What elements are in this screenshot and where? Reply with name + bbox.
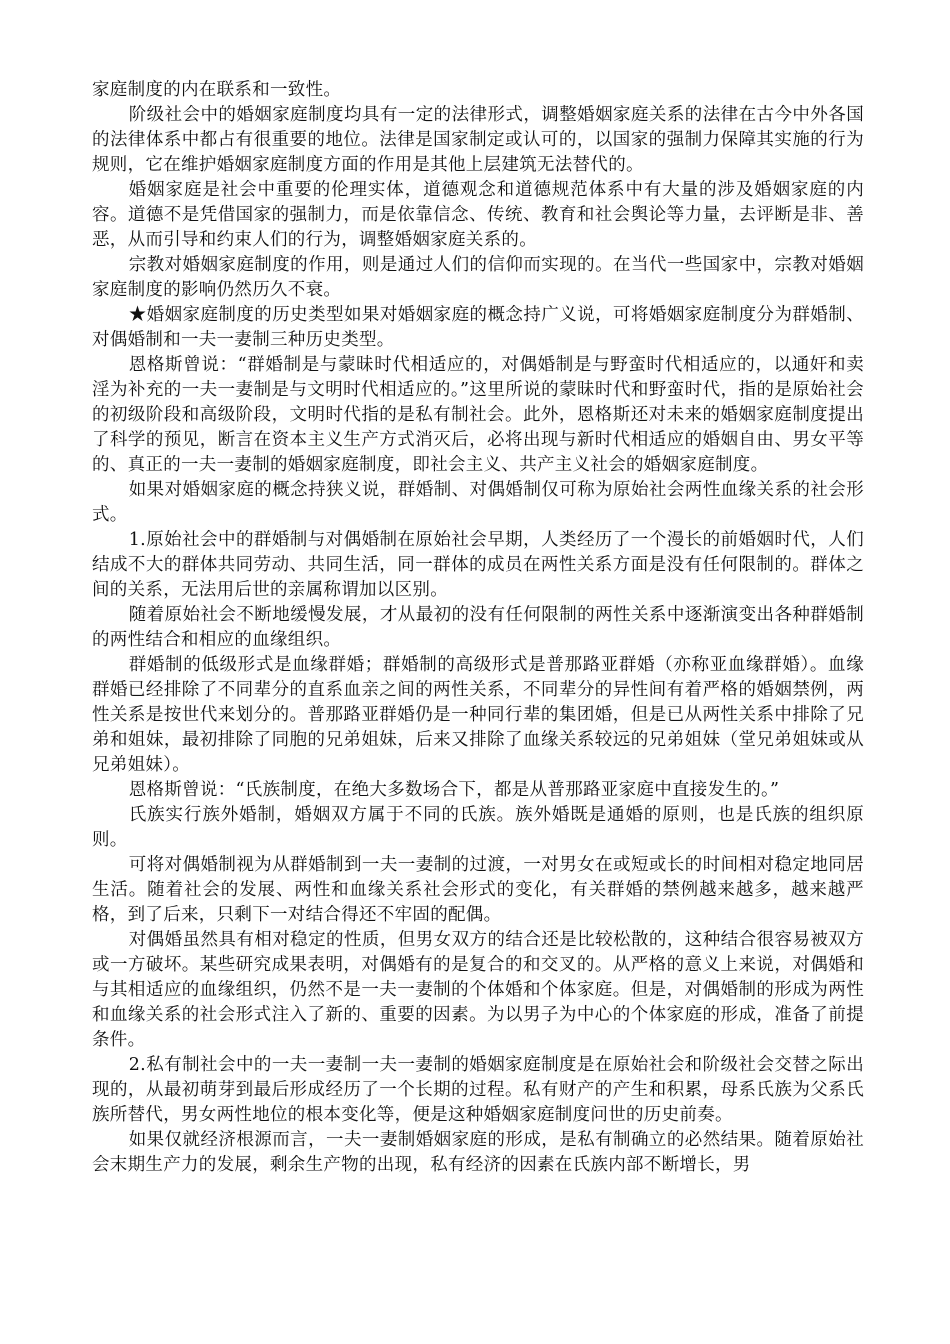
paragraph-law: 阶级社会中的婚姻家庭制度均具有一定的法律形式，调整婚姻家庭关系的法律在古今中外各国的法律体系中都占有很重要的地位。法律是国家制定或认可的，以国家的强制力保障其实施的行为规则，它在维护婚姻家庭制度方面的作用是其他上层建筑无法替代的。 xyxy=(92,105,864,175)
paragraph-group-marriage-evolution: 随着原始社会不断地缓慢发展，才从最初的没有任何限制的两性关系中逐渐演变出各种群婚制的两性结合和相应的血缘组织。 xyxy=(92,605,864,650)
paragraph-pairing-marriage-nature: 对偶婚虽然具有相对稳定的性质，但男女双方的结合还是比较松散的，这种结合很容易被双方或一方破坏。某些研究成果表明，对偶婚有的是复合的和交叉的。从严格的意义上来说，对偶婚和与其相适应的血缘组织，仍然不是一夫一妻制的个体婚和个体家庭。但是，对偶婚制的形成为两性和血缘关系的社会形式注入了新的、重要的因素。为以男子为中心的个体家庭的形成，准备了前提条件。 xyxy=(92,930,864,1050)
paragraph-engels-quote-1: 恩格斯曾说：“群婚制是与蒙昧时代相适应的，对偶婚制是与野蛮时代相适应的，以通奸和卖淫为补充的一夫一妻制是与文明时代相适应的。”这里所说的蒙昧时代和野蛮时代，指的是原始社会的初级阶段和高级阶段，文明时代指的是私有制社会。此外，恩格斯还对未来的婚姻家庭制度提出了科学的预见，断言在资本主义生产方式消灭后，必将出现与新时代相适应的婚姻自由、男女平等的、真正的一夫一妻制的婚姻家庭制度，即社会主义、共产主义社会的婚姻家庭制度。 xyxy=(92,355,864,475)
paragraph-exogamy: 氏族实行族外婚制，婚姻双方属于不同的氏族。族外婚既是通婚的原则，也是氏族的组织原则。 xyxy=(92,805,864,850)
paragraph-group-marriage-forms: 群婚制的低级形式是血缘群婚；群婚制的高级形式是普那路亚群婚（亦称亚血缘群婚）。血缘群婚已经排除了不同辈分的直系血亲之间的两性关系，不同辈分的异性间有着严格的婚姻禁例，两性关系是按世代来划分的。普那路亚群婚仍是一种同行辈的集团婚，但是已从两性关系中排除了兄弟和姐妹，最初排除了同胞的兄弟姐妹，后来又排除了血缘关系较远的兄弟姐妹（堂兄弟姐妹或从兄弟姐妹）。 xyxy=(92,655,864,775)
paragraph-engels-quote-2: 恩格斯曾说：“氏族制度，在绝大多数场合下，都是从普那路亚家庭中直接发生的。” xyxy=(128,780,780,800)
document-body xyxy=(92,78,864,1178)
paragraph-narrow-definition: 如果对婚姻家庭的概念持狭义说，群婚制、对偶婚制仅可称为原始社会两性血缘关系的社会形式。 xyxy=(92,480,864,525)
paragraph-religion: 宗教对婚姻家庭制度的作用，则是通过人们的信仰而实现的。在当代一些国家中，宗教对婚姻家庭制度的影响仍然历久不衰。 xyxy=(92,255,864,300)
paragraph-pairing-marriage: 可将对偶婚制视为从群婚制到一夫一妻制的过渡，一对男女在或短或长的时间相对稳定地同居生活。随着社会的发展、两性和血缘关系社会形式的变化，有关群婚的禁例越来越多，越来越严格，到了后来，只剩下一对结合得还不牢固的配偶。 xyxy=(92,855,864,925)
paragraph-historical-types: ★婚姻家庭制度的历史类型如果对婚姻家庭的概念持广义说，可将婚姻家庭制度分为群婚制、对偶婚制和一夫一妻制三种历史类型。 xyxy=(92,305,864,350)
paragraph-economic-roots: 如果仅就经济根源而言，一夫一妻制婚姻家庭的形成，是私有制确立的必然结果。随着原始社会末期生产力的发展，剩余生产物的出现，私有经济的因素在氏族内部不断增长，男 xyxy=(92,1130,864,1175)
paragraph-morality: 婚姻家庭是社会中重要的伦理实体，道德观念和道德规范体系中有大量的涉及婚姻家庭的内容。道德不是凭借国家的强制力，而是依靠信念、传统、教育和社会舆论等力量，去评断是非、善恶，从而引导和约束人们的行为，调整婚姻家庭关系的。 xyxy=(92,180,864,250)
paragraph-section-2: 2.私有制社会中的一夫一妻制一夫一妻制的婚姻家庭制度是在原始社会和阶级社会交替之际出现的，从最初萌芽到最后形成经历了一个长期的过程。私有财产的产生和积累，母系氏族为父系氏族所替代，男女两性地位的根本变化等，便是这种婚姻家庭制度问世的历史前奏。 xyxy=(92,1055,864,1125)
paragraph-continuation: 家庭制度的内在联系和一致性。 xyxy=(92,80,342,100)
paragraph-section-1: 1.原始社会中的群婚制与对偶婚制在原始社会早期，人类经历了一个漫长的前婚姻时代，人们结成不大的群体共同劳动、共同生活，同一群体的成员在两性关系方面是没有任何限制的。群体之间的关系，无法用后世的亲属称谓加以区别。 xyxy=(92,530,864,600)
